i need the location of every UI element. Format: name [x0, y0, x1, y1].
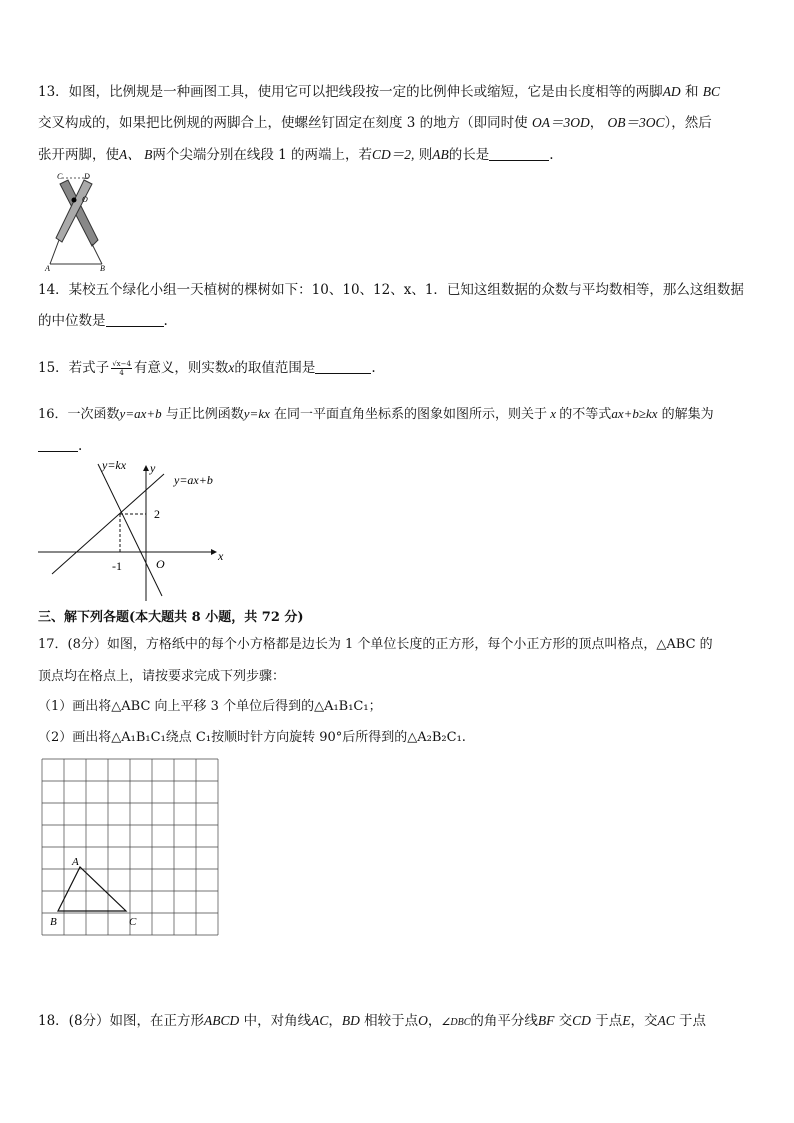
- q18-abcd: ABCD: [204, 1013, 240, 1028]
- q13-text-3c: 两个尖端分别在线段 1 的两端上，若: [152, 147, 373, 163]
- q18-comma: ，: [328, 1013, 342, 1029]
- q14-answer-blank[interactable]: [106, 312, 164, 327]
- label-a: A: [45, 264, 50, 273]
- q18-ac: AC: [311, 1013, 329, 1028]
- q18-text-1g: 于点: [590, 1013, 623, 1029]
- q15-period: .: [371, 360, 376, 376]
- label-origin: O: [156, 557, 165, 571]
- q16-x: x: [547, 406, 560, 421]
- q17-text-2: 顶点均在格点上，请按要求完成下列步骤：: [38, 669, 286, 684]
- label-b: B: [50, 916, 57, 928]
- q13-and: 和: [680, 84, 703, 100]
- q13-line3: [38, 146, 554, 164]
- q13-text-3e: 的长是: [448, 147, 490, 163]
- label-o: O: [82, 195, 88, 204]
- q18-cd: CD: [572, 1013, 591, 1028]
- q18-e: E: [622, 1013, 631, 1028]
- q16-answer-blank[interactable]: [38, 437, 78, 452]
- q13-line1: [38, 83, 720, 101]
- compass-screw-o: [72, 198, 77, 203]
- q14-line1: [38, 281, 744, 299]
- q18-text-1f: 交: [554, 1013, 573, 1029]
- q13-text-1: 13．如图，比例规是一种画图工具，使用它可以把线段按一定的比例伸长或缩短，它是由长度相等的两脚: [38, 84, 663, 100]
- q18-text-1c: 相较于点: [359, 1013, 419, 1029]
- q14-line2: [38, 312, 168, 330]
- q17-step-1: （1）画出将△ABC 向上平移 3 个单位后得到的△A₁B₁C₁；: [38, 699, 382, 714]
- q13-ab: AB: [432, 147, 449, 162]
- compass-tip-a: [50, 240, 59, 264]
- q18-bf: BF: [537, 1013, 555, 1028]
- q13-ab-points: A、 B: [119, 147, 153, 162]
- q16-prop-func: y=kx: [243, 406, 270, 421]
- q15-fraction: [111, 360, 132, 377]
- q17-step-2: （2）画出将△A₁B₁C₁绕点 C₁按顺时针方向旋转 90°后所得到的△A₂B₂C₁.: [38, 730, 466, 745]
- q13-line2: [38, 114, 712, 132]
- q18-bd: BD: [341, 1013, 360, 1028]
- section-3-heading: [38, 609, 304, 627]
- label-y-ax-b: y=ax+b: [174, 473, 213, 487]
- label-y-kx: y=kx: [102, 458, 127, 472]
- q13-eq1: OA＝3OD: [531, 115, 590, 130]
- label-d: D: [84, 172, 90, 181]
- q13-cd: CD＝2,: [372, 147, 415, 162]
- q17-line4: [38, 729, 466, 747]
- q17-grid-figure: [40, 757, 220, 937]
- q16-text-1a: 16．一次函数: [38, 407, 120, 422]
- q14-text-2: 的中位数是: [38, 313, 106, 329]
- q13-text-2-end: ），然后: [664, 115, 712, 131]
- label-b: B: [100, 264, 105, 273]
- q18-text-1d: ，: [427, 1013, 442, 1029]
- q16-text-1c: 在同一平面直角坐标系的图象如图所示，则关于: [269, 407, 548, 422]
- q16-line2: [38, 437, 82, 455]
- q18-text-1e: 的角平分线: [470, 1013, 538, 1029]
- q16-text-1e: 的解集为: [657, 407, 714, 422]
- q17-line3: [38, 698, 382, 716]
- q16-inequality: ax+b≥kx: [611, 406, 658, 421]
- q16-line1: [38, 405, 714, 424]
- q13-answer-blank[interactable]: [489, 146, 549, 161]
- q15-numerator: √x−4: [112, 360, 131, 368]
- label-a: A: [72, 856, 79, 868]
- label-x-axis: x: [218, 549, 224, 563]
- q17-text-1: 17．(8分）如图，方格纸中的每个小方格都是边长为 1 个单位长度的正方形，每个小正方形的顶点叫格点，△ABC 的: [38, 637, 713, 652]
- q13-text-3a: 张开两脚，使: [38, 147, 119, 163]
- q14-period: .: [163, 313, 168, 329]
- label-c: C: [57, 172, 63, 181]
- q15-line: [38, 359, 376, 377]
- q17-line1: [38, 636, 713, 654]
- label-y-axis: y: [150, 461, 156, 475]
- q15-x: x: [228, 360, 235, 375]
- label-two: 2: [154, 507, 160, 521]
- q18-o: O: [418, 1013, 428, 1028]
- q13-eq2: OB＝3OC: [607, 115, 665, 130]
- q18-text-1i: 于点: [674, 1013, 707, 1029]
- q15-text-prefix: 15．若式子: [38, 360, 110, 376]
- q13-compass-figure: [40, 170, 120, 274]
- section-3-text: 三、解下列各题(本大题共 8 小题，共 72 分): [38, 610, 304, 625]
- q13-ad: AD: [662, 84, 681, 99]
- q15-text-suffix: 的取值范围是: [234, 360, 316, 376]
- line-y-ax-b: [52, 474, 164, 574]
- q18-text-1h: ，交: [630, 1013, 658, 1029]
- q15-text-middle: 有意义，则实数: [133, 360, 229, 376]
- q16-period: .: [78, 438, 83, 454]
- q13-bc: BC: [702, 84, 721, 99]
- q18-ac2: AC: [657, 1013, 675, 1028]
- q18-line1: [38, 1012, 706, 1032]
- q18-text-1a: 18．(8分）如图，在正方形: [38, 1013, 205, 1029]
- compass-tip-b: [92, 244, 102, 264]
- label-neg1: -1: [112, 559, 122, 573]
- triangle-abc: [58, 867, 126, 911]
- q13-period: .: [549, 147, 554, 163]
- q16-text-1d: 的不等式: [559, 407, 612, 422]
- q17-line2: [38, 668, 285, 686]
- q14-text-1: 14．某校五个绿化小组一天植树的棵树如下：10、10、12、x、1．已知这组数据的众数与平均数相等，那么这组数据: [38, 282, 744, 298]
- q16-linear-func: y=ax+b: [119, 406, 162, 421]
- q16-graph-figure: [36, 456, 236, 606]
- q13-text-3d: 则: [414, 147, 433, 163]
- q15-denominator: 4: [119, 369, 124, 377]
- q15-answer-blank[interactable]: [315, 359, 371, 374]
- grid-lines: [42, 759, 218, 935]
- q18-angle: ∠DBC: [441, 1017, 471, 1028]
- q13-comma: ，: [589, 115, 604, 131]
- q18-text-1b: 中，对角线: [239, 1013, 312, 1029]
- q13-text-2: 交叉构成的，如果把比例规的两脚合上，使螺丝钉固定在刻度 3 的地方（即同时使: [38, 115, 528, 131]
- label-c: C: [129, 916, 137, 928]
- q16-text-1b: 与正比例函数: [161, 407, 244, 422]
